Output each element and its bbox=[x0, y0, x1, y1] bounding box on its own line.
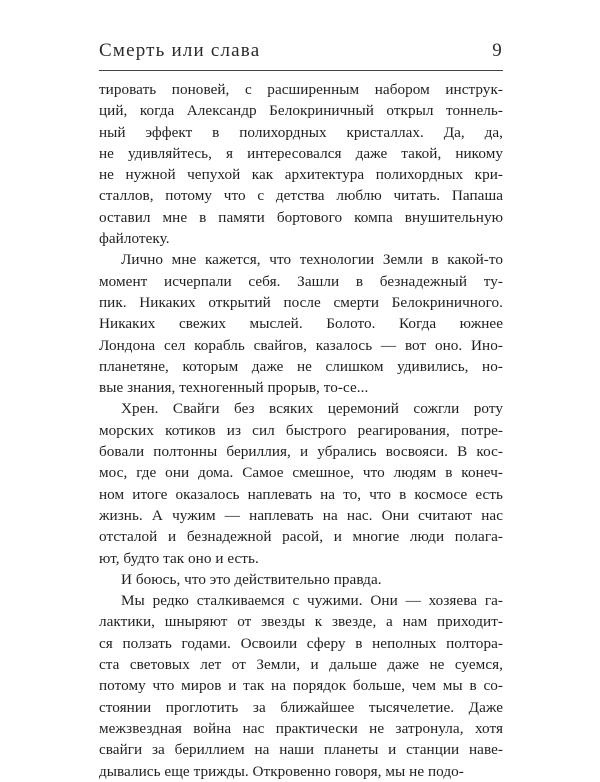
text-line: И боюсь, что это действительно правда. bbox=[121, 570, 382, 588]
header-rule bbox=[99, 70, 503, 71]
text-line: планетяне, которым даже не слишком удивились, но- bbox=[99, 357, 503, 375]
text-line: ном итоге оказалось наплевать на то, что в космосе есть bbox=[99, 485, 503, 503]
text-line: ют, будто так оно и есть. bbox=[99, 549, 259, 567]
text-line: лактики, шныряют от звезды к звезде, а нам приходит- bbox=[99, 613, 503, 631]
running-head bbox=[99, 40, 503, 70]
text-line: Никаких свежих мыслей. Болото. Когда южнее bbox=[99, 315, 503, 333]
text-line: пик. Никаких открытий после смерти Белокриничного. bbox=[99, 293, 503, 311]
text-line: не нужной чепухой как архитектура полихордных кри- bbox=[99, 166, 503, 184]
text-line: потому что миров и так на порядок больше, чем мы в со- bbox=[99, 677, 503, 695]
text-line: оставил мне в памяти бортового компа внушительную bbox=[99, 208, 503, 226]
text-line: межзвездная война нас практически не затронула, хотя bbox=[99, 719, 503, 737]
text-line: морских котиков из сил быстрого реагирования, потре- bbox=[99, 421, 503, 439]
body-text bbox=[99, 79, 503, 782]
text-line: момент исчерпали себя. Зашли в безнадежный ту- bbox=[99, 272, 503, 290]
text-line: дывались еще трижды. Откровенно говоря, мы не подо- bbox=[99, 762, 464, 780]
paragraph bbox=[99, 79, 503, 249]
paragraph bbox=[99, 249, 503, 398]
text-line: бовали полтонны бериллия, и убрались восвояси. В кос- bbox=[99, 443, 503, 461]
paragraph bbox=[99, 590, 503, 782]
page-number: 9 bbox=[492, 40, 503, 61]
text-line: отсталой и безнадежной расой, и многие люди полага- bbox=[99, 528, 503, 546]
text-line: файлотеку. bbox=[99, 230, 170, 248]
text-line: тировать поновей, с расширенным набором инструк- bbox=[99, 81, 503, 98]
text-line: Мы редко сталкиваемся с чужими. Они — хозяева га- bbox=[121, 592, 503, 610]
text-line: стоянии проглотить за ближайшее тысячелетие. Даже bbox=[99, 698, 503, 716]
text-line: вые знания, техногенный прорыв, то-се... bbox=[99, 379, 369, 397]
text-line: ций, когда Александр Белокриничный открыл тоннель- bbox=[99, 102, 503, 120]
text-line: не удивляйтесь, я интересовался даже такой, никому bbox=[99, 144, 503, 162]
text-line: сталлов, потому что с детства люблю читать. Папаша bbox=[99, 187, 503, 205]
text-line: Лондона сел корабль свайгов, казалось — вот оно. Ино- bbox=[99, 336, 503, 354]
paragraph bbox=[99, 398, 503, 568]
text-line: мос, где они дома. Самое смешное, что людям в конеч- bbox=[99, 464, 503, 482]
running-title: Смерть или слава bbox=[99, 40, 261, 61]
text-line: Лично мне кажется, что технологии Земли в какой-то bbox=[121, 251, 503, 269]
text-line: ный эффект в полихордных кристаллах. Да, да, bbox=[99, 123, 503, 141]
paragraph bbox=[99, 569, 503, 590]
text-line: Хрен. Свайги без всяких церемоний сожгли роту bbox=[121, 400, 503, 418]
text-line: ста световых лет от Земли, и дальше даже не суемся, bbox=[99, 656, 503, 674]
text-line: ся ползать годами. Освоили сферу в неполных полтора- bbox=[99, 634, 503, 652]
text-line: свайги за бериллием на наши планеты и станции наве- bbox=[99, 741, 503, 759]
text-line: жизнь. А чужим — наплевать на нас. Они считают нас bbox=[99, 506, 503, 524]
